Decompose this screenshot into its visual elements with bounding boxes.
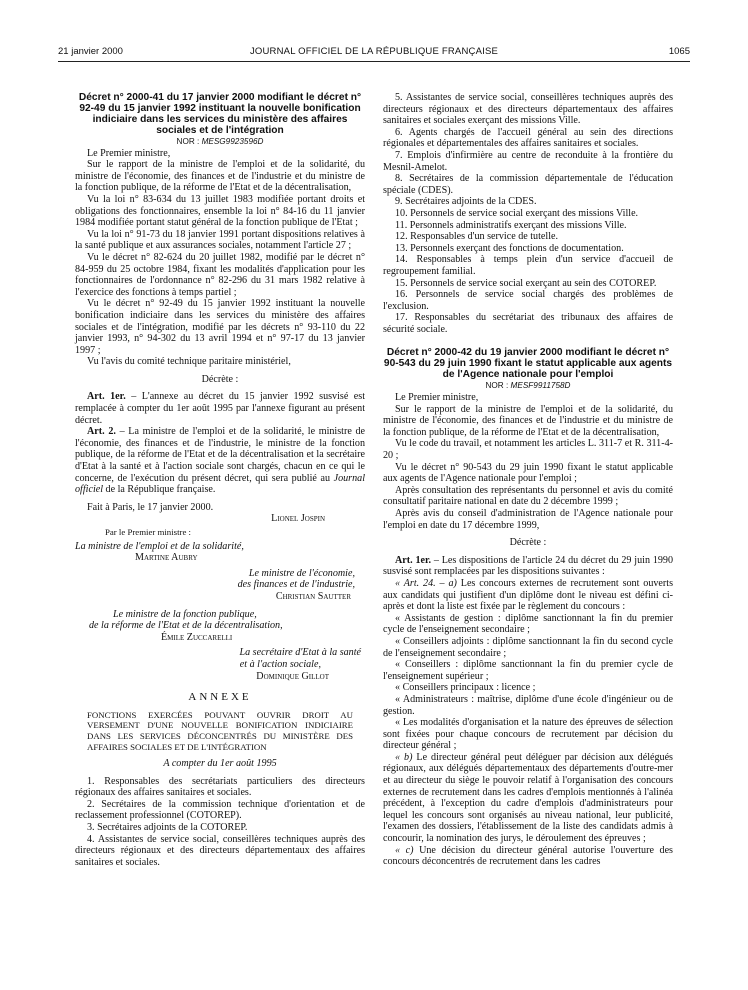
- annex-item: 8. Secrétaires de la commission départementale de l'éducation spéciale (CDES).: [383, 173, 673, 196]
- minister3-name: Émile Zuccarelli: [161, 631, 233, 643]
- article-text: Les concours externes de recrutement sont ouverts aux candidats qui justifient d'un diplôme dont le niveau est défini ci-après et dont la liste est fixée par le règlement du concours :: [383, 577, 673, 613]
- decree1-done-at: Fait à Paris, le 17 janvier 2000.: [87, 501, 214, 513]
- decree1-title: Décret n° 2000-41 du 17 janvier 2000 modifiant le décret n° 92-49 du 15 janvier 1992 instituant la nouvelle bonification indiciaire dans les services du ministère des affaires sociales et de l'intégration: [78, 92, 362, 136]
- minister4-name: Dominique Gillot: [256, 670, 329, 682]
- header-date: 21 janvier 2000: [58, 46, 123, 57]
- minister3-title-a: Le ministre de la fonction publique,: [113, 608, 257, 620]
- diploma-list-item: « Conseillers adjoints : diplôme sanctionnant la fin du second cycle de l'enseignement secondaire ;: [383, 635, 673, 659]
- diploma-list-item: « Assistants de gestion : diplôme sanctionnant la fin du premier cycle de l'enseignement secondaire ;: [383, 612, 673, 636]
- annex-subtitle: FONCTIONS EXERCÉES POUVANT OUVRIR DROIT AU VERSEMENT D'UNE NOUVELLE BONIFICATION INDICIAIRE DANS LES SERVICES DÉCONCENTRÉS DU MINISTÈRE DES AFFAIRES SOCIALES ET DE L'INTÉGRATION: [87, 709, 353, 752]
- decree2-para: Vu le décret n° 90-543 du 29 juin 1990 fixant le statut applicable aux agents de l'Agence nationale pour l'emploi ;: [383, 461, 673, 485]
- minister1-title: La ministre de l'emploi et de la solidarité,: [75, 540, 244, 552]
- article-text: – Les dispositions de l'article 24 du décret du 29 juin 1990 susvisé sont remplacées par les dispositions suivantes :: [383, 554, 674, 578]
- decree1-para: Sur le rapport de la ministre de l'emploi et de la solidarité, du ministre de l'économie, des finances et de l'industrie et du ministre de la fonction publique, de la réforme de l'Etat et de la décentralisation,: [75, 159, 365, 194]
- pm-line: Par le Premier ministre :: [105, 527, 191, 537]
- annex-title: ANNEXE: [188, 691, 252, 704]
- nor-label: NOR :: [485, 381, 509, 391]
- decree2-article-1: [383, 555, 673, 578]
- article-label: Art. 2.: [87, 426, 116, 438]
- decree1-article-1: [75, 391, 365, 426]
- article-text: – L'annexe au décret du 15 janvier 1992 susvisé est remplacée à compter du 1er août 1995 par l'annexe figurant au présent décret.: [75, 391, 365, 426]
- annex-item: 15. Personnels de service social exerçant au sein des COTOREP.: [395, 277, 657, 289]
- decree2-title: Décret n° 2000-42 du 19 janvier 2000 modifiant le décret n° 90-543 du 29 juin 1990 fixant le statut applicable aux agents de l'Agence nationale pour l'emploi: [383, 347, 673, 381]
- right-column: [383, 92, 673, 868]
- article-label: « Art. 24. – a): [395, 577, 457, 589]
- page-header: [58, 46, 690, 60]
- minister2-title-b: des finances et de l'industrie,: [237, 579, 355, 591]
- annex-item: 14. Responsables à temps plein d'un service d'accueil de regroupement familial.: [383, 254, 673, 277]
- annex-item: 16. Personnels de service social chargés des problèmes de l'exclusion.: [383, 289, 673, 312]
- article-text-end: de la République française.: [103, 484, 216, 496]
- annex-item: 11. Personnels administratifs exerçant des missions Ville.: [395, 219, 627, 231]
- left-column: [75, 92, 365, 868]
- decree1-para: Vu la loi n° 91-73 du 18 janvier 1991 portant dispositions relatives à la santé publique et aux assurances sociales, notamment l'article 27 ;: [75, 228, 365, 252]
- annex-item: 5. Assistantes de service social, conseillères techniques auprès des directeurs régionaux et des directeurs départementaux des affaires sanitaires et sociales exerçant des missions Ville.: [383, 92, 673, 127]
- decree1-para: Vu le décret n° 82-624 du 20 juillet 1982, modifié par le décret n° 84-959 du 25 octobre 1984, fixant les modalités d'application pour les fonctionnaires de l'ordonnance n° 82-296 du 31 mars 1982 relative à l'exercice des fonctions à temps partiel ;: [75, 251, 365, 298]
- decree2-article-24b: [383, 752, 673, 845]
- annex-item: 10. Personnels de service social exerçant des missions Ville.: [395, 207, 639, 219]
- decree2-decrete: Décrète :: [509, 537, 547, 549]
- annex-date: A compter du 1er août 1995: [163, 758, 277, 770]
- annex-item: 9. Secrétaires adjoints de la CDES.: [395, 196, 537, 208]
- decree1-para: Vu la loi n° 83-634 du 13 juillet 1983 modifiée portant droits et obligations des fonctionnaires, ensemble la loi n° 84-16 du 11 janvier 1984 modifiée portant statut général de la fonction publique de l'Etat ;: [75, 193, 365, 229]
- article-text: – La ministre de l'emploi et de la solidarité, le ministre de l'économie, des finances et de l'industrie, le ministre de la fonction publique, de la réforme de l'Etat et de la décentralisation et la secrétaire d'Etat à la santé et à l'action sociale sont chargés, chacun en ce qui le concerne, de l'exécution du présent décret, qui sera publié au: [75, 426, 366, 484]
- article-text: Une décision du directeur général autorise l'ouverture des concours déconcentrés de recrutement dans les cadres: [383, 844, 673, 868]
- article-label: Art. 1er.: [395, 554, 432, 566]
- diploma-list-item: « Administrateurs : maîtrise, diplôme d'une école d'ingénieur ou de gestion.: [383, 693, 673, 717]
- decree1-para: Vu le décret n° 92-49 du 15 janvier 1992 instituant la nouvelle bonification indiciaire dans les services du ministère des affaires sociales et de l'intégration, modifié par les décrets n° 93-110 du 22 janvier 1993, n° 94-302 du 13 avril 1994 et n° 97-17 du 13 janvier 1997 ;: [75, 298, 365, 356]
- decree1-article-2: [75, 426, 365, 496]
- header-journal-title: JOURNAL OFFICIEL DE LA RÉPUBLIQUE FRANÇAISE: [249, 46, 499, 57]
- annex-item: 13. Personnels exerçant des fonctions de documentation.: [395, 242, 624, 254]
- decree2-para: Le Premier ministre,: [395, 392, 479, 404]
- decree1-nor: [75, 136, 365, 148]
- decree1-decrete: Décrète :: [201, 373, 239, 385]
- annex-item: 1. Responsables des secrétariats particuliers des directeurs régionaux des affaires sanitaires et sociales.: [75, 775, 365, 799]
- diploma-list-item: « Conseillers : diplôme sanctionnant la fin du premier cycle de l'enseignement supérieur ;: [383, 659, 673, 682]
- annex-item: 7. Emplois d'infirmière au centre de reconduite à la frontière du Mesnil-Amelot.: [383, 149, 673, 173]
- annex-item: 6. Agents chargés de l'accueil général au sein des directions régionales et départementales des affaires sanitaires et sociales.: [383, 126, 673, 150]
- annex-item: 17. Responsables du secrétariat des tribunaux des affaires de sécurité sociale.: [383, 312, 673, 335]
- minister2-name: Christian Sautter: [275, 590, 351, 602]
- annex-item: 2. Secrétaires de la commission technique d'orientation et de reclassement professionnel (COTOREP).: [75, 798, 365, 822]
- annex-item: 12. Responsables d'un service de tutelle.: [395, 231, 558, 243]
- article-label: Art. 1er.: [87, 391, 126, 403]
- minister1-name: Martine Aubry: [135, 552, 198, 564]
- decree2-para: Sur le rapport de la ministre de l'emploi et de la solidarité, du ministre de l'économie, des finances et de l'industrie et du ministre de la fonction publique, de la réforme de l'Etat et de la décentralisation,: [383, 403, 673, 438]
- article-label: « b): [395, 751, 413, 763]
- signer-prime-minister: Lionel Jospin: [271, 513, 325, 525]
- header-rule: [58, 61, 690, 62]
- minister4-title-b: et à l'action sociale,: [239, 658, 321, 670]
- header-page-number: 1065: [668, 46, 690, 57]
- diploma-list-item: « Les modalités d'organisation et la nature des épreuves de sélection sont fixées pour chaque concours de recrutement par décision du directeur général ;: [383, 717, 673, 752]
- annex-item: 3. Secrétaires adjoints de la COTOREP.: [87, 822, 248, 834]
- nor-code: MESF9911758D: [510, 381, 571, 391]
- article-text: Le directeur général peut déléguer par décision aux délégués régionaux, aux délégués départementaux des départements d'outre-mer et au directeur du siège le pouvoir relatif à l'organisation des concours externes de recrutement dans les cadres d'emplois mentionnés à l'alinéa précédent, à l'exception du cadre d'emplois d'administrateurs pour lequel les concours sont organisés au niveau national, leur publicité, l'examen des dossiers, l'établissement de la liste des candidats admis à concourir, la nomination des jurys, le déroulement des épreuves ;: [383, 751, 673, 845]
- decree2-article-24c: [383, 845, 673, 868]
- minister4-title-a: La secrétaire d'Etat à la santé: [239, 647, 361, 659]
- article-label: « c): [395, 844, 414, 856]
- minister2-title-a: Le ministre de l'économie,: [248, 567, 355, 579]
- decree2-para: Après avis du conseil d'administration de l'Agence nationale pour l'emploi en date du 17 décembre 1999,: [383, 508, 673, 531]
- nor-label: NOR :: [176, 137, 200, 146]
- decree2-para: Vu le code du travail, et notamment les articles L. 311-7 et R. 311-4-20 ;: [383, 438, 673, 462]
- decree2-article-24a: [383, 578, 673, 613]
- decree2-nor: [383, 380, 673, 392]
- decree1-para: Vu l'avis du comité technique paritaire ministériel,: [87, 356, 291, 368]
- decree1-para: Le Premier ministre,: [87, 147, 171, 159]
- minister3-title-b: de la réforme de l'Etat et de la décentralisation,: [89, 620, 283, 632]
- journal-officiel-ref: Journal officiel: [75, 472, 365, 496]
- nor-code: MESG9923596D: [201, 137, 264, 146]
- decree2-para: Après consultation des représentants du personnel et avis du comité consultatif paritaire national en date du 2 décembre 1999 ;: [383, 484, 673, 508]
- annex-item: 4. Assistantes de service social, conseillères techniques auprès des directeurs régionaux et des directeurs départementaux des affaires sanitaires et sociales.: [75, 833, 365, 868]
- diploma-list-item: « Conseillers principaux : licence ;: [395, 682, 536, 694]
